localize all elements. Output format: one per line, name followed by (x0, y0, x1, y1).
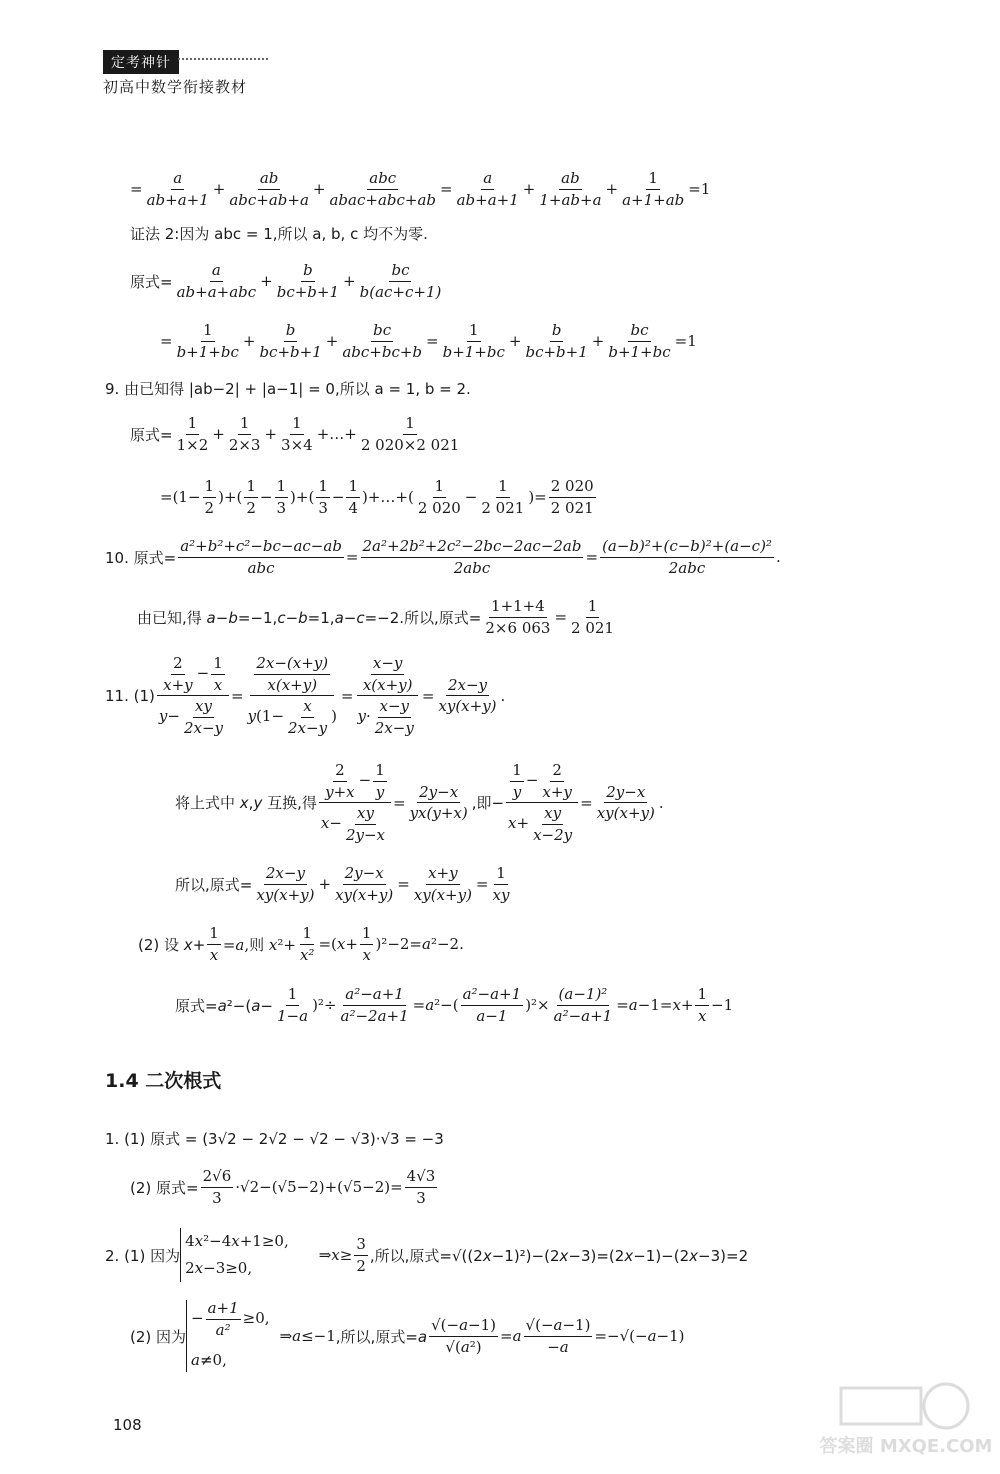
math-line: 2. (1) 因为 4x²−4x+1≥0, 2x−3≥0, ⇒x≥ $\frac{3}{2}$ ,所以,原式=√((2x−1)²)−(2x−3)=(2x−1)−(2x−3)=2 (105, 1228, 748, 1282)
math-line: 由已知,得 a−b=−1,c−b=1,a−c=−2.所以,原式= $\frac{1+1+4}{2\times 6 063}$ = $\frac{1}{2 021}$ (137, 597, 614, 637)
math-line: 将上式中 x,y 互换,得 $\frac{2}{y+x}$ − $\frac{1}{y}$ x− $\frac{xy}{2y-x}$ = $\frac{2y-x}{yx(y+x)}$ ,即− $\frac{1}{y}$ − $\frac{2}{x+y}$ x+ $\frac{xy}{x-2y}$ = $\frac{2y-x}{xy(x+y)}$ . (175, 761, 664, 844)
page-number: 108 (113, 1416, 142, 1434)
math-line: 10. 原式= $\frac{\text{a²+b²+c²−bc−ac−ab}}{\text{abc}}$ = $\frac{\text{2a²+2b²+2c²−2bc−2ac−2ab}}{\text{2abc}}$ = $\frac{\text{(a−b)²+(c−b)²+(a−c)²}}{\text{2abc}}$ . (105, 537, 781, 577)
text-line: 证法 2:因为 abc = 1,所以 a, b, c 均不为零. (130, 225, 428, 243)
math-line: 所以,原式= $\frac{2x-y}{xy(x+y)}$ + $\frac{2y-x}{xy(x+y)}$ = $\frac{x+y}{xy(x+y)}$ = $\frac{1}{xy}$ (175, 864, 510, 904)
text-line: 1. (1) 原式 = (3√2 − 2√2 − √2 − √3)·√3 = −3 (105, 1130, 444, 1148)
math-line: =(1− $\frac{1}{2}$ )+( $\frac{1}{2}$ − $\frac{1}{3}$ )+( $\frac{1}{3}$ − $\frac{1}{4}$ )+…+( $\frac{1}{2 020}$ − $\frac{1}{2 021}$ )= $\frac{2 020}{2 021}$ (160, 477, 594, 517)
math-line: (2) 原式= $\frac{2√6}{3}$ ·√2−(√5−2)+(√5−2)= $\frac{4√3}{3}$ (130, 1167, 436, 1207)
math-line: = $\frac{1}{b+1+bc}$ + $\frac{b}{bc+b+1}$ + $\frac{bc}{\text{abc+bc+b}}$ = $\frac{1}{b+1+bc}$ + $\frac{b}{bc+b+1}$ + $\frac{bc}{b+1+bc}$ =1 (160, 321, 697, 361)
watermark-logo (819, 1378, 993, 1458)
header-tag: 定考神针 (103, 50, 179, 74)
text-line: 9. 由已知得 |ab−2| + |a−1| = 0,所以 a = 1, b = 2. (105, 380, 471, 398)
math-line: (2) 因为 − $\frac{a+1}{\text{a²}}$ ≥0, a≠0, ⇒a≤−1 ,所以,原式=a $\frac{√(-a-1)}{\text{√(a²)}}$ =a $\frac{√(-a-1)}{-a}$ =−√(−a−1) (130, 1300, 684, 1372)
math-line: = $\frac{a}{ab+a+1}$ + $\frac{ab}{\text{abc+ab+a}}$ + $\frac{\text{abc}}{\text{abac+abc+ab}}$ = $\frac{a}{ab+a+1}$ + $\frac{ab}{1+ab+a}$ + $\frac{1}{a+1+ab}$ =1 (130, 169, 711, 209)
math-line: 原式=a²−(a− $\frac{1}{1-a}$ )²÷ $\frac{\text{a²−a+1}}{\text{a²−2a+1}}$ =a²−( $\frac{\text{a²−a+1}}{a-1}$ )²× $\frac{\text{(a−1)²}}{\text{a²−a+1}}$ =a−1=x+ $\frac{1}{x}$ −1 (175, 985, 734, 1025)
math-line: 原式= $\frac{a}{\text{ab+a+abc}}$ + $\frac{b}{bc+b+1}$ + $\frac{bc}{b(ac+c+1)}$ (130, 261, 442, 301)
math-line: (2) 设 x+ $\frac{1}{x}$ =a,则 x²+ $\frac{1}{\text{x²}}$ =(x+ $\frac{1}{x}$ )²−2=a²−2. (138, 924, 464, 964)
math-line: 原式= $\frac{1}{1\times 2}$ + $\frac{1}{2\times 3}$ + $\frac{1}{3\times 4}$ +…+ $\frac{1}{2 020\times 2 021}$ (130, 414, 460, 454)
header-subtitle: 初高中数学衔接教材 (103, 78, 248, 96)
math-line: 11. (1) $\frac{2}{x+y}$ − $\frac{1}{x}$ y− $\frac{xy}{2x-y}$ = $\frac{2x-(x+y)}{x(x+y)}$ y(1− $\frac{x}{2x-y}$ ) = $\frac{x-y}{x(x+y)}$ y· $\frac{x-y}{2x-y}$ = $\frac{2x-y}{xy(x+y)}$ . (105, 654, 506, 737)
header-divider (178, 58, 268, 60)
watermark-text: 答案圈 MXQE.COM (819, 1436, 993, 1457)
section-title: 1.4 二次根式 (105, 1070, 222, 1092)
